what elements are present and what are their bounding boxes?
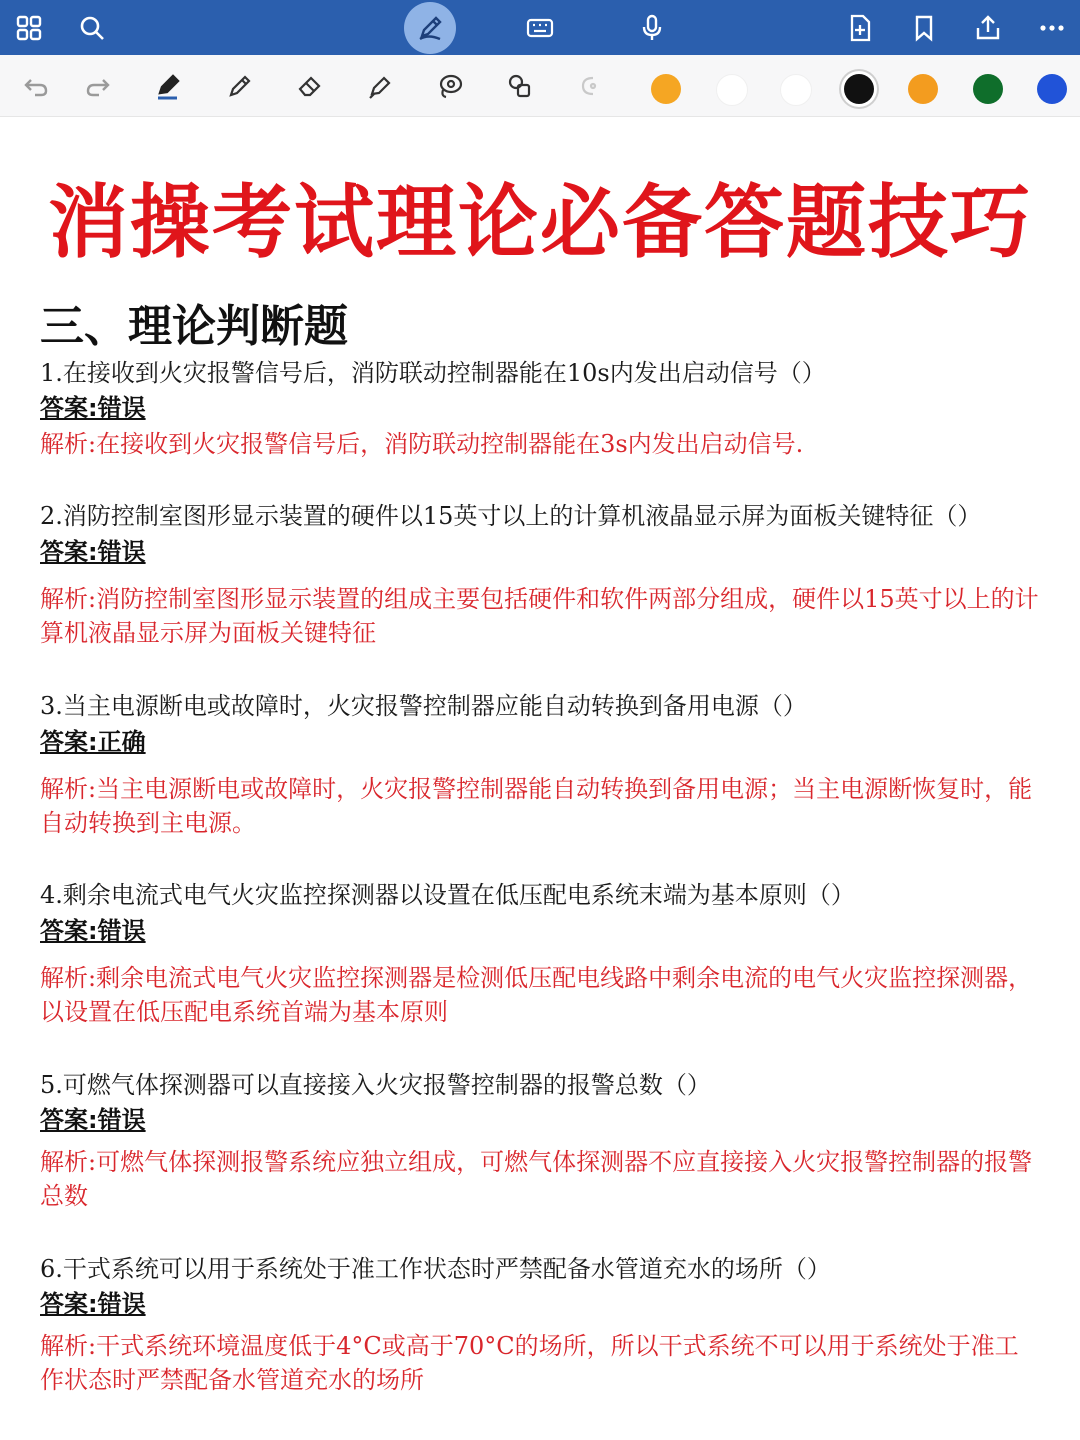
- explanation-2: 解析:消防控制室图形显示装置的组成主要包括硬件和软件两部分组成，硬件以15英寸以上的计算机液晶显示屏为面板关键特征: [40, 585, 1039, 647]
- question-4: 4.剩余电流式电气火灾监控探测器以设置在低压配电系统末端为基本原则（）: [40, 881, 855, 909]
- page-title: 消操考试理论必备答题技巧: [48, 176, 1032, 269]
- answer-2: 答案:错误: [40, 538, 146, 566]
- more-icon[interactable]: [1032, 8, 1072, 48]
- section-title: 三、理论判断题: [40, 301, 348, 352]
- color-swatch-black[interactable]: [844, 74, 874, 104]
- color-swatch-white[interactable]: [716, 74, 748, 106]
- shapes-icon[interactable]: [502, 68, 538, 104]
- pencil-icon[interactable]: [222, 68, 258, 104]
- answer-4: 答案:错误: [40, 917, 146, 945]
- color-swatch-amber[interactable]: [908, 74, 938, 104]
- question-5: 5.可燃气体探测器可以直接接入火灾报警控制器的报警总数（）: [40, 1071, 711, 1099]
- lasso-icon[interactable]: [432, 68, 468, 104]
- color-swatch-blue[interactable]: [1037, 74, 1067, 104]
- highlighter-icon[interactable]: [362, 68, 398, 104]
- explanation-1: 解析:在接收到火灾报警信号后，消防联动控制器能在3s内发出启动信号.: [40, 430, 804, 458]
- answer-1: 答案:错误: [40, 394, 146, 422]
- add-page-icon[interactable]: [840, 8, 880, 48]
- redo-icon[interactable]: [80, 68, 116, 104]
- question-2: 2.消防控制室图形显示装置的硬件以15英寸以上的计算机液晶显示屏为面板关键特征（）: [40, 502, 982, 530]
- pen-icon[interactable]: [404, 2, 456, 54]
- explanation-5: 解析:可燃气体探测报警系统应独立组成，可燃气体探测器不应直接接入火灾报警控制器的报警总数: [40, 1148, 1033, 1210]
- question-6: 6.干式系统可以用于系统处于准工作状态时严禁配备水管道充水的场所（）: [40, 1255, 831, 1283]
- answer-6: 答案:错误: [40, 1290, 146, 1318]
- color-swatch-orange[interactable]: [651, 74, 681, 104]
- answer-5: 答案:错误: [40, 1106, 146, 1134]
- explanation-3: 解析:当主电源断电或故障时，火灾报警控制器能自动转换到备用电源；当主电源断恢复时，能自动转换到主电源。: [40, 775, 1033, 837]
- bookmark-icon[interactable]: [904, 8, 944, 48]
- laser-pointer-icon[interactable]: [570, 68, 606, 104]
- fountain-pen-icon[interactable]: [150, 68, 186, 104]
- question-1: 1.在接收到火灾报警信号后，消防联动控制器能在10s内发出启动信号（）: [40, 359, 826, 387]
- eraser-icon[interactable]: [292, 68, 328, 104]
- answer-3: 答案:正确: [40, 728, 146, 756]
- search-icon[interactable]: [72, 8, 112, 48]
- explanation-4: 解析:剩余电流式电气火灾监控探测器是检测低压配电线路中剩余电流的电气火灾监控探测器，以设置在低压配电系统首端为基本原则: [40, 964, 1033, 1026]
- color-swatch-white-2[interactable]: [780, 74, 812, 106]
- microphone-icon[interactable]: [632, 8, 672, 48]
- share-icon[interactable]: [968, 8, 1008, 48]
- question-3: 3.当主电源断电或故障时，火灾报警控制器应能自动转换到备用电源（）: [40, 692, 807, 720]
- color-swatch-green[interactable]: [973, 74, 1003, 104]
- grid-icon[interactable]: [9, 8, 49, 48]
- top-app-bar: [0, 0, 1080, 55]
- undo-icon[interactable]: [18, 68, 54, 104]
- explanation-6: 解析:干式系统环境温度低于4°C或高于70°C的场所，所以干式系统不可以用于系统处于准工作状态时严禁配备水管道充水的场所: [40, 1332, 1019, 1394]
- keyboard-icon[interactable]: [520, 8, 560, 48]
